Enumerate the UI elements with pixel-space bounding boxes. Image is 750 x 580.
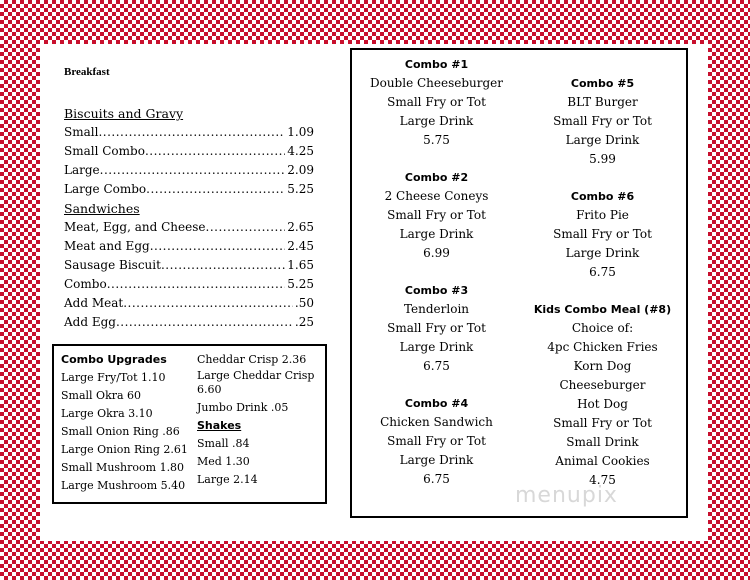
combo-line: Small Fry or Tot	[387, 95, 486, 109]
upgrade-item: Small Okra 60	[61, 389, 142, 402]
combo-block	[520, 300, 685, 490]
upgrades-column-2	[197, 351, 325, 489]
combo-line: 4.75	[589, 473, 616, 487]
combo-title: Combo #5	[570, 77, 635, 90]
combo-line: Large Drink	[399, 114, 474, 128]
item-price: 4.25	[287, 144, 314, 158]
item-price: 2.09	[287, 163, 314, 177]
combo-block	[354, 281, 519, 376]
section-title: Biscuits and Gravy	[64, 106, 184, 121]
combo-line: Choice of:	[571, 321, 634, 335]
menu-item	[64, 218, 314, 237]
upgrade-item: Large Mushroom 5.40	[61, 479, 186, 492]
combo-block	[520, 187, 685, 282]
leader-dots	[100, 161, 286, 180]
item-price: 1.09	[287, 125, 314, 139]
upgrade-item: Large Fry/Tot 1.10	[61, 371, 166, 384]
shakes-title: Shakes	[197, 419, 242, 432]
leader-dots	[146, 180, 285, 199]
item-name: Sausage Biscuit	[64, 258, 161, 272]
upgrade-item: Large Cheddar Crisp 6.60	[197, 369, 315, 396]
leader-dots	[161, 256, 285, 275]
breakfast-heading: Breakfast	[64, 66, 110, 78]
menu-item	[64, 180, 314, 199]
leader-dots	[107, 275, 286, 294]
shakes-list	[197, 435, 325, 489]
item-name: Add Egg	[64, 315, 116, 329]
upgrade-item: Large Onion Ring 2.61	[61, 443, 188, 456]
shake-item: Small .84	[197, 437, 250, 450]
item-name: Meat and Egg	[64, 239, 150, 253]
combo-line: 6.99	[423, 246, 450, 260]
menu-sheet	[40, 44, 708, 541]
menu-item	[64, 294, 314, 313]
menu-item	[64, 142, 314, 161]
combo-line: 2 Cheese Coneys	[384, 189, 489, 203]
breakfast-sections	[64, 104, 314, 332]
leader-dots	[150, 237, 286, 256]
item-name: Small	[64, 125, 99, 139]
combo-line: BLT Burger	[567, 95, 638, 109]
combo-upgrades-box	[52, 344, 327, 504]
upgrade-item: Large Okra 3.10	[61, 407, 153, 420]
breakfast-menu	[64, 66, 314, 332]
combo-title: Combo #3	[404, 284, 469, 297]
combo-line: Chicken Sandwich	[380, 415, 493, 429]
combo-title: Combo #1	[404, 58, 469, 71]
item-price: .50	[294, 296, 314, 310]
combos-right-column	[520, 74, 685, 508]
combo-line: Small Fry or Tot	[553, 114, 652, 128]
item-name: Add Meat	[64, 296, 124, 310]
item-name: Large	[64, 163, 100, 177]
combo-line: Large Drink	[399, 453, 474, 467]
combo-line: 6.75	[589, 265, 616, 279]
menu-item	[64, 123, 314, 142]
item-name: Combo	[64, 277, 107, 291]
section-title: Sandwiches	[64, 201, 140, 216]
combo-title: Kids Combo Meal (#8)	[533, 303, 672, 316]
upgrades-title: Combo Upgrades	[61, 353, 167, 366]
combo-block	[354, 168, 519, 263]
item-price: 5.25	[287, 182, 314, 196]
item-price: .25	[294, 315, 314, 329]
item-price: 1.65	[287, 258, 314, 272]
combo-block	[520, 74, 685, 169]
shake-item: Med 1.30	[197, 455, 250, 468]
combo-line: Animal Cookies	[555, 454, 650, 468]
combo-line: Small Drink	[566, 435, 639, 449]
leader-dots	[98, 123, 285, 142]
combo-block	[354, 394, 519, 489]
item-name: Large Combo	[64, 182, 147, 196]
combo-line: Large Drink	[565, 133, 640, 147]
combo-line: 6.75	[423, 472, 450, 486]
combos-left-column	[354, 55, 519, 507]
combo-line: Large Drink	[399, 227, 474, 241]
combo-line: Cheeseburger	[559, 378, 646, 392]
menu-item	[64, 313, 314, 332]
combo-line: 5.99	[589, 152, 616, 166]
item-price: 2.65	[287, 220, 314, 234]
combo-line: 4pc Chicken Fries	[547, 340, 658, 354]
combo-line: Double Cheeseburger	[369, 76, 504, 90]
watermark: menupix	[515, 483, 618, 508]
menu-item	[64, 237, 314, 256]
leader-dots	[145, 142, 285, 161]
leader-dots	[123, 294, 293, 313]
combo-line: Frito Pie	[576, 208, 629, 222]
combo-line: Small Fry or Tot	[387, 208, 486, 222]
combo-line: Small Fry or Tot	[387, 434, 486, 448]
combo-line: Small Fry or Tot	[387, 321, 486, 335]
item-name: Meat, Egg, and Cheese	[64, 220, 206, 234]
combo-line: Tenderloin	[403, 302, 470, 316]
item-price: 2.45	[287, 239, 314, 253]
item-name: Small Combo	[64, 144, 145, 158]
combo-title: Combo #6	[570, 190, 635, 203]
combo-line: 5.75	[423, 133, 450, 147]
combo-title: Combo #2	[404, 171, 469, 184]
combo-line: Small Fry or Tot	[553, 416, 652, 430]
combos-box	[350, 48, 688, 518]
upgrades-column-1	[61, 351, 196, 495]
upgrade-item: Small Mushroom 1.80	[61, 461, 185, 474]
upgrades-list-2	[197, 351, 325, 417]
combo-line: Large Drink	[565, 246, 640, 260]
menu-item	[64, 161, 314, 180]
leader-dots	[206, 218, 286, 237]
combo-line: Korn Dog	[573, 359, 632, 373]
shake-item: Large 2.14	[197, 473, 258, 486]
menu-item	[64, 275, 314, 294]
combo-line: Hot Dog	[577, 397, 628, 411]
upgrade-item: Jumbo Drink .05	[197, 401, 289, 414]
item-price: 5.25	[287, 277, 314, 291]
combo-line: Large Drink	[399, 340, 474, 354]
leader-dots	[116, 313, 293, 332]
combo-line: 6.75	[423, 359, 450, 373]
upgrade-item: Small Onion Ring .86	[61, 425, 180, 438]
upgrade-item: Cheddar Crisp 2.36	[197, 353, 307, 366]
upgrades-list-1	[61, 369, 196, 495]
combo-title: Combo #4	[404, 397, 469, 410]
combo-line: Small Fry or Tot	[553, 227, 652, 241]
combo-block	[354, 55, 519, 150]
menu-item	[64, 256, 314, 275]
